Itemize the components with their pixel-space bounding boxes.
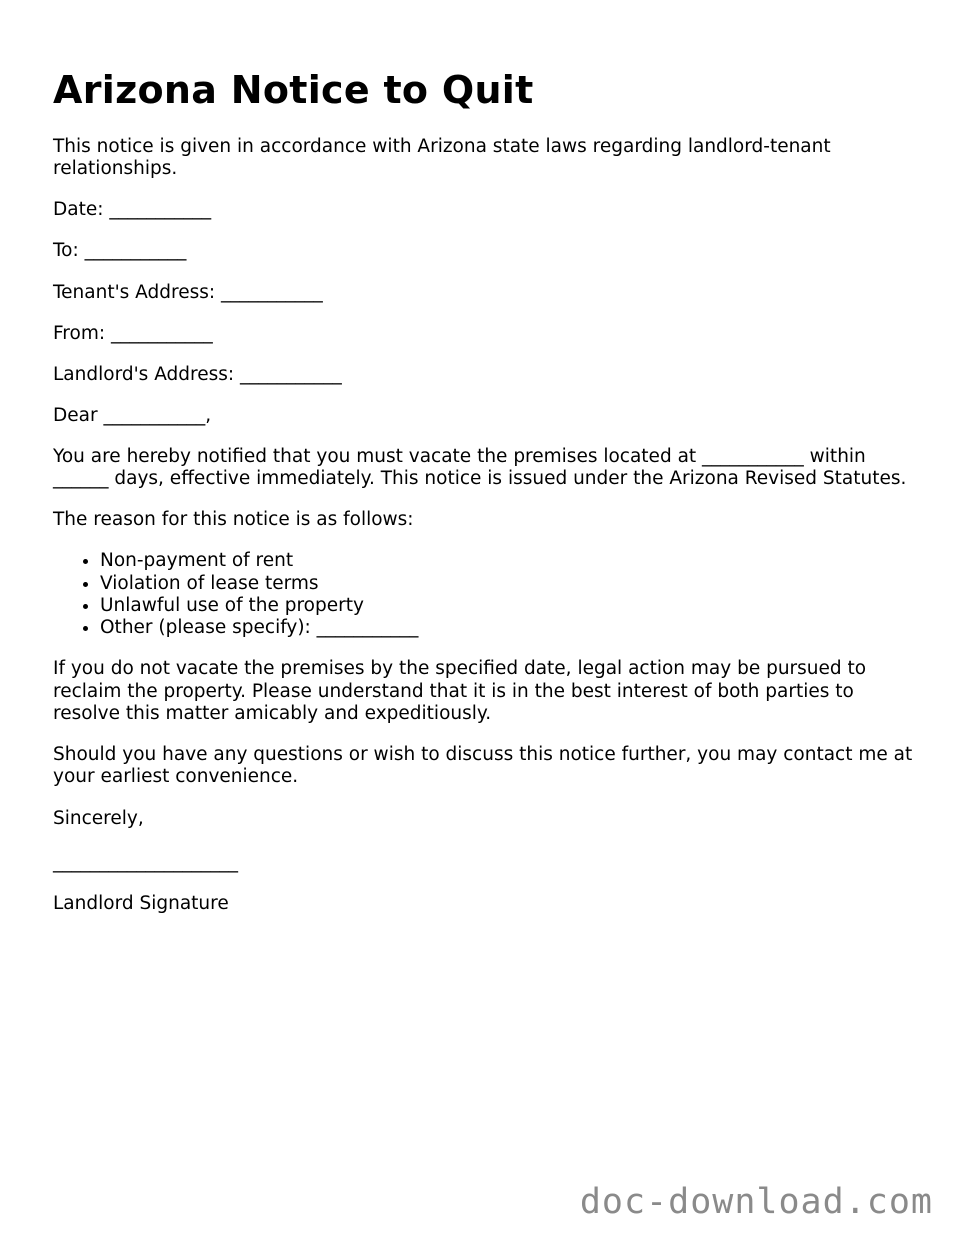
notice-paragraph: You are hereby notified that you must vacate the premises located at ___________ within ______ days, effective immediately. This notice is issued under the Arizona Revised Statutes. [53, 445, 907, 490]
tenant-address-field: Tenant's Address: ___________ [53, 281, 323, 303]
document-page [53, 64, 913, 934]
consequence-paragraph: If you do not vacate the premises by the specified date, legal action may be pursued to reclaim the property. Please understand that it is in the best interest of both parties to resolve this matter amicably and expeditiously. [53, 658, 867, 725]
landlord-address-field: Landlord's Address: ___________ [53, 363, 342, 385]
salutation: Dear ___________, [53, 404, 212, 426]
closing: Sincerely, [53, 807, 144, 829]
watermark: doc-download.com [579, 1182, 933, 1222]
reason-intro: The reason for this notice is as follows: [53, 509, 414, 531]
signature-line: ____________________ [53, 851, 238, 873]
list-item: • Other (please specify): ___________ [100, 617, 913, 639]
contact-paragraph: Should you have any questions or wish to discuss this notice further, you may contact me at your earliest convenience. [53, 744, 913, 788]
list-item: • Violation of lease terms [100, 573, 913, 595]
from-field: From: ___________ [53, 322, 213, 344]
page-title: Arizona Notice to Quit [53, 68, 534, 112]
reason-list [53, 550, 913, 639]
list-item: • Non-payment of rent [100, 550, 913, 572]
list-item: • Unlawful use of the property [100, 595, 913, 617]
date-field: Date: ___________ [53, 199, 212, 221]
intro-paragraph: This notice is given in accordance with Arizona state laws regarding landlord-tenant relationships. [53, 136, 831, 180]
to-field: To: ___________ [53, 240, 187, 262]
signature-label: Landlord Signature [53, 892, 229, 914]
